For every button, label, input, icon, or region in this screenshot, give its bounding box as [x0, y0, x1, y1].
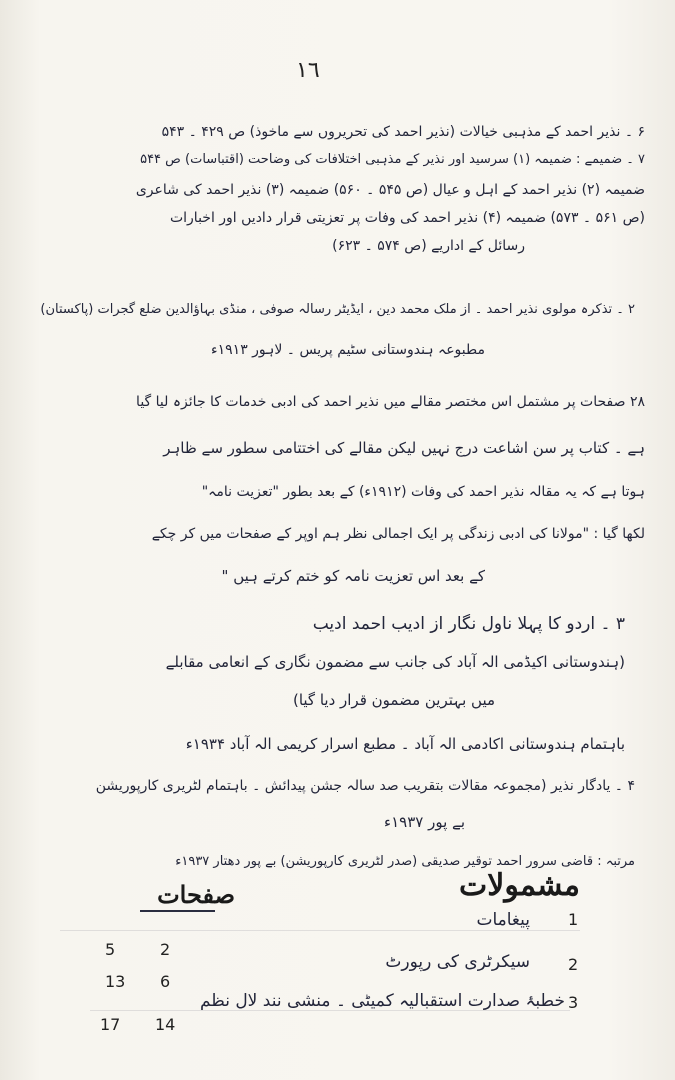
text-line-19: مرتبہ : قاضی سرور احمد توقیر صدیقی (صدر لٹریری کارپوریشن) بے پور دھتار ۱۹۳۷ء: [175, 854, 635, 869]
text-line-11: لکھا گیا : "مولانا کی ادبی زندگی پر ایک اجمالی نظر ہم اوپر کے صفحات میں کر چکے: [151, 526, 645, 542]
text-line-15: میں بہترین مضمون قرار دیا گیا): [292, 691, 495, 709]
text-line-9: ہے ۔ کتاب پر سن اشاعت درج نہیں لیکن مقالے کی اختتامی سطور سے ظاہر: [163, 439, 645, 457]
text-line-10: ہوتا ہے کہ یہ مقالہ نذیر احمد کی وفات (۱۹۱۲ء) کے بعد بطور "تعزیت نامہ": [201, 484, 645, 500]
text-line-14: (ہندوستانی اکیڈمی الہ آباد کی جانب سے مضمون نگاری کے انعامی مقابلے: [165, 653, 625, 671]
text-line-13: ۳ ۔ اردو کا پہلا ناول نگار از ادیب احمد ادیب: [312, 614, 625, 634]
page-number: ١٦: [296, 58, 320, 83]
text-line-6: ۲ ۔ تذکرہ مولوی نذیر احمد ۔ از ملک محمد دین ، ایڈیٹر رسالہ صوفی ، منڈی بہاؤالدین ضلع گجرات (پاکستان): [40, 302, 635, 317]
contents-item-number: 3: [568, 993, 579, 1012]
text-line-7: مطبوعہ ہندوستانی سٹیم پریس ۔ لاہور ۱۹۱۳ء: [211, 342, 485, 358]
contents-heading: مشمولات: [458, 868, 580, 903]
contents-item-number: 1: [568, 910, 579, 929]
pages-heading: صفحات: [157, 880, 235, 909]
text-line-1: ۶ ۔ نذیر احمد کے مذہبی خیالات (نذیر احمد کی تحریروں سے ماخوذ) ص ۴۲۹ ۔ ۵۴۳: [161, 124, 645, 140]
contents-item-page-from: 2: [160, 940, 171, 959]
text-line-16: باہتمام ہندوستانی اکادمی الہ آباد ۔ مطبع اسرار کریمی الہ آباد ۱۹۳۴ء: [185, 735, 625, 753]
text-line-12: کے بعد اس تعزیت نامہ کو ختم کرتے ہیں ": [221, 567, 485, 585]
text-line-4: (ص ۵۶۱ ۔ ۵۷۳) ضمیمہ (۴) نذیر احمد کی وفات پر تعزیتی قرار دادیں اور اخبارات: [169, 210, 645, 226]
text-line-17: ۴ ۔ یادگار نذیر (مجموعہ مقالات بتقریب صد سالہ جشن پیدائش ۔ باہتمام لٹریری کارپوریشن: [95, 778, 635, 794]
text-line-2: ۷ ۔ ضمیمے : ضمیمہ (۱) سرسید اور نذیر کے مذہبی اختلافات کی وضاحت (اقتباسات) ص ۵۴۴: [140, 152, 645, 167]
text-line-8: ۲۸ صفحات پر مشتمل اس مختصر مقالے میں نذیر احمد کی ادبی خدمات کا جائزہ لیا گیا: [136, 394, 645, 410]
contents-item-page-from: 6: [160, 972, 171, 991]
text-line-18: بے پور ۱۹۳۷ء: [384, 813, 465, 831]
contents-item-page-to: 13: [105, 972, 126, 991]
text-line-5: رسائل کے اداریے (ص ۵۷۴ ۔ ۶۲۳): [332, 238, 525, 254]
contents-item-number: 2: [568, 955, 579, 974]
contents-page-a: 14: [155, 1015, 176, 1034]
bleed-through-line: [60, 930, 580, 931]
pages-heading-underline: [140, 910, 215, 912]
contents-item-title: سیکرٹری کی رپورٹ: [385, 952, 530, 972]
contents-item-page-to: 5: [105, 940, 116, 959]
text-line-3: ضمیمہ (۲) نذیر احمد کے اہل و عیال (ص ۵۴۵ ۔ ۵۶۰) ضمیمہ (۳) نذیر احمد کی شاعری: [135, 182, 645, 198]
contents-page-b: 17: [100, 1015, 121, 1034]
contents-item-title: پیغامات: [476, 910, 530, 930]
contents-item-title: خطبۂ صدارت استقبالیہ کمیٹی ۔ منشی نند لال نظم: [199, 991, 565, 1011]
